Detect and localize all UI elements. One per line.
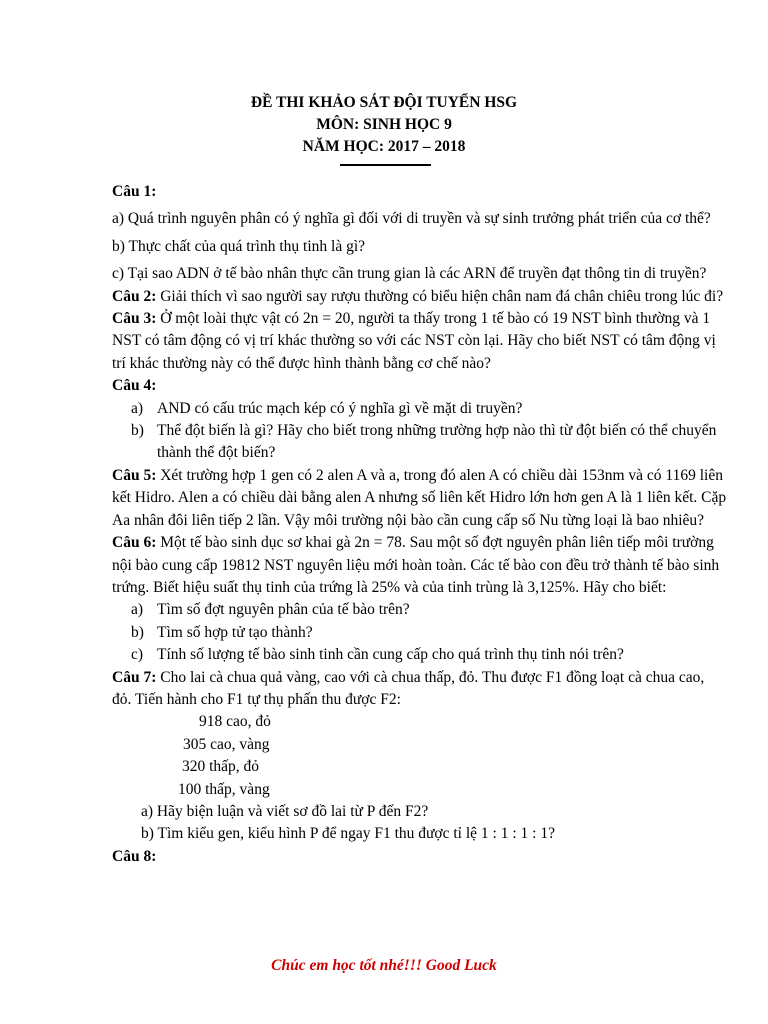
- question-6b: b) Tìm số hợp tử tạo thành?: [131, 623, 313, 641]
- exam-year: NĂM HỌC: 2017 – 2018: [302, 138, 466, 155]
- question-4b: b) Thể đột biến là gì? Hãy cho biết trong những trường hợp nào thì từ đột biến có thể chuyển thành thể đột biến?: [131, 422, 717, 462]
- question-1a: a) Quá trình nguyên phân có ý nghĩa gì đối với di truyền và sự sinh trưởng phát triển của cơ thể?: [112, 210, 711, 228]
- question-5: Câu 5: Xét trường hợp 1 gen có 2 alen A và a, trong đó alen A có chiều dài 153nm và có 1169 liên kết Hidro. Alen a có chiều dài bằng alen A nhưng số liên kết Hidro lớn hơn gen A là 1 liên kết. Cặp Aa nhân đôi liên tiếp 2 lần. Vậy môi trường nội bào cần cung cấp số Nu từng loại là bao nhiêu?: [112, 466, 727, 529]
- question-3: Câu 3: Ở một loài thực vật có 2n = 20, người ta thấy trong 1 tế bào có 19 NST bình thường và 1 NST có tâm động có vị trí khác thường so với các NST còn lại. Hãy cho biết NST có tâm động vị trí khác thường này có thể được hình thành bằng cơ chế nào?: [112, 310, 716, 372]
- question-7: Câu 7: Cho lai cà chua quả vàng, cao với cà chua thấp, đỏ. Thu được F1 đồng loạt cà chua cao, đỏ. Tiến hành cho F1 tự thụ phấn thu được F2:: [112, 668, 705, 708]
- question-4a: a) AND có cấu trúc mạch kép có ý nghĩa gì về mặt di truyền?: [131, 399, 523, 417]
- question-6: Câu 6: Một tế bào sinh dục sơ khai gà 2n = 78. Sau một số đợt nguyên phân liên tiếp môi trường nội bào cung cấp 19812 NST nguyên liệu mới hoàn toàn. Các tế bào con đều trở thành tế bào sinh trứng. Biết hiệu suất thụ tinh của trứng là 25% và của tinh trùng là 3,125%. Hãy cho biết:: [112, 534, 720, 596]
- question-7a: a) Hãy biện luận và viết sơ đồ lai từ P đến F2?: [141, 802, 429, 820]
- exam-title: ĐỀ THI KHẢO SÁT ĐỘI TUYỂN HSG: [250, 94, 518, 111]
- exam-body: [112, 181, 727, 868]
- question-1b: b) Thực chất của quá trình thụ tinh là gì?: [112, 237, 366, 255]
- f2-result-2: 305 cao, vàng: [183, 735, 270, 753]
- question-2: Câu 2: Giải thích vì sao người say rượu thường có biểu hiện chân nam đá chân chiêu trong lúc đi?: [112, 287, 724, 305]
- question-4-label: Câu 4:: [112, 377, 157, 395]
- f2-result-1: 918 cao, đỏ: [199, 713, 271, 731]
- question-6c: c) Tính số lượng tế bào sinh tinh cần cung cấp cho quá trình thụ tinh nói trên?: [131, 646, 624, 664]
- question-1-label: Câu 1:: [112, 183, 157, 200]
- question-8-label: Câu 8:: [112, 847, 157, 865]
- f2-result-3: 320 thấp, đỏ: [182, 758, 260, 776]
- good-luck-footer: Chúc em học tốt nhé!!! Good Luck: [271, 957, 497, 974]
- question-6a: a) Tìm số đợt nguyên phân của tế bào trên?: [131, 601, 410, 619]
- question-1c: c) Tại sao ADN ở tế bào nhân thực cần trung gian là các ARN để truyền đạt thông tin di truyền?: [112, 265, 707, 283]
- f2-result-4: 100 thấp, vàng: [178, 780, 270, 798]
- exam-subject: MÔN: SINH HỌC 9: [316, 116, 452, 133]
- title-underline: [340, 164, 431, 166]
- question-7b: b) Tìm kiểu gen, kiểu hình P để ngay F1 thu được tỉ lệ 1 : 1 : 1 : 1?: [141, 825, 555, 843]
